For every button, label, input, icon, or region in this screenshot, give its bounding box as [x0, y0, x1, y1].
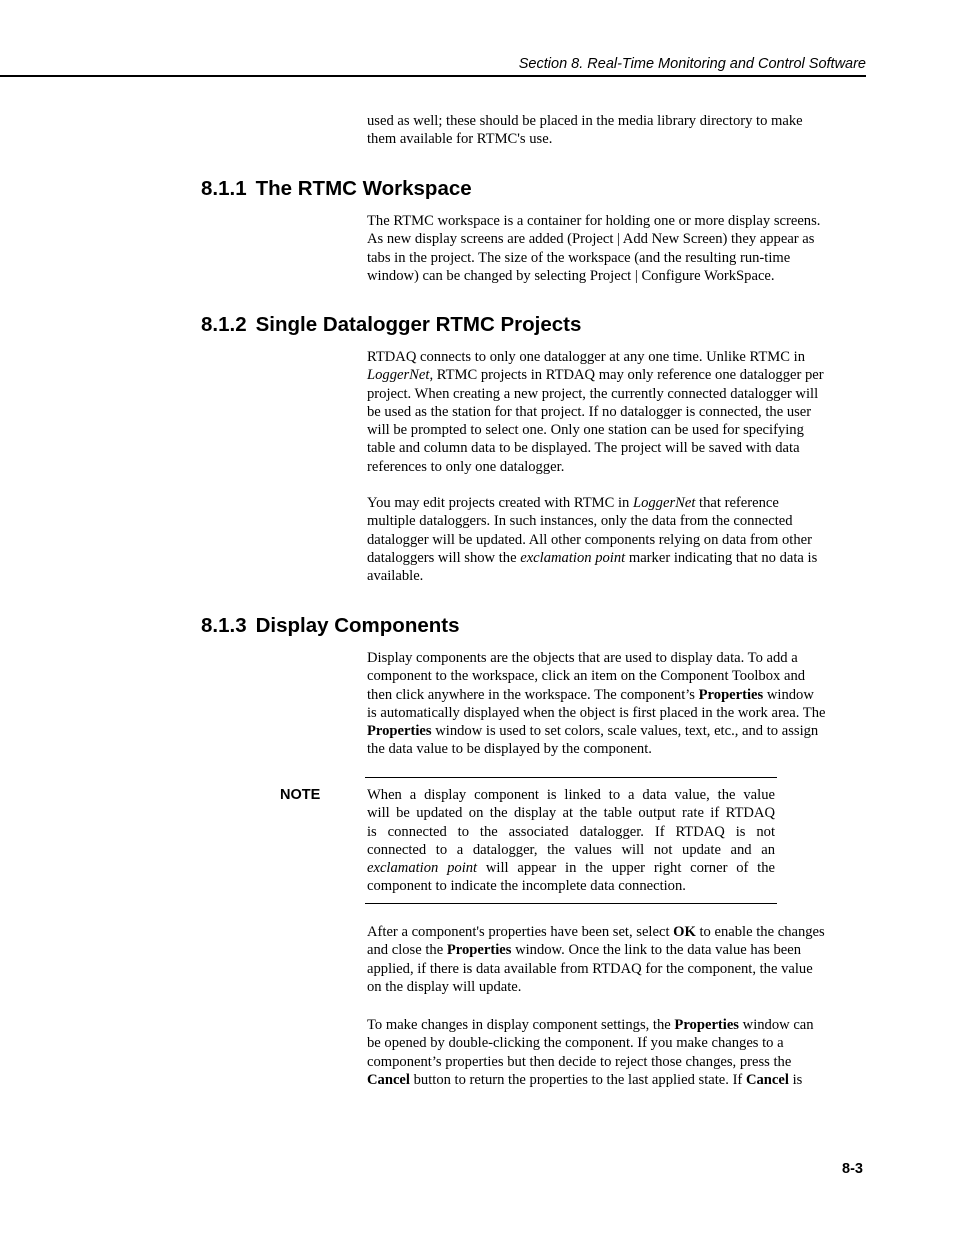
text-run: that reference multiple dataloggers. In such instances, only the data from the connected datalogger will be updated. All other components relying on data from other dataloggers will show the — [367, 495, 812, 566]
section-heading-8-1-3 — [201, 614, 460, 638]
text-run: You may edit projects created with RTMC in — [367, 495, 633, 511]
note-line: connected to a datalogger, the values will not update and an — [367, 841, 775, 858]
note-line: When a display component is linked to a data value, the value — [367, 787, 775, 803]
header-rule — [0, 75, 866, 77]
text-run: is — [788, 1071, 803, 1088]
note-line: component to indicate the incomplete data connection. — [367, 878, 686, 895]
section-heading-8-1-1 — [201, 177, 472, 201]
note-line: is connected to the associated datalogger. If RTDAQ is not — [367, 823, 775, 840]
text-run: marker indicating that no data is available. — [367, 549, 818, 585]
bold-text: Properties — [446, 942, 512, 959]
text-run: window. Once the link to the data value has been applied, if there is data available from RTDAQ for the component, the value on the display will update. — [367, 942, 813, 995]
text-run: Display components are the objects that are used to display data. To add a component to the workspace, click an item on the Component Toolbox and then click anywhere in the workspace. The component’s — [367, 650, 806, 703]
intro-paragraph: used as well; these should be placed in the media library directory to make them available for RTMC's use. — [367, 113, 803, 148]
bold-text: OK — [673, 924, 696, 940]
text-run: button to return the properties to the last applied state. If — [409, 1071, 746, 1088]
single-datalogger-paragraph-1 — [367, 348, 865, 476]
note-line — [367, 859, 775, 877]
bold-text: Properties — [674, 1017, 739, 1033]
text-run: window is used to set colors, scale values, text, etc., and to assign the data value to be displayed by the component. — [367, 723, 819, 758]
text-run: To make changes in display component settings, the — [367, 1017, 675, 1033]
section-number: 8.1.1 — [201, 177, 247, 200]
section-title: The RTMC Workspace — [255, 177, 472, 200]
text-run: will appear in the upper right corner of the — [477, 860, 775, 877]
section-heading-8-1-2 — [201, 313, 581, 337]
note-line: will be updated on the display at the table output rate if RTDAQ — [367, 805, 775, 822]
bold-text: Cancel — [367, 1071, 410, 1088]
text-run: After a component's properties have been set, select — [367, 924, 674, 940]
emphasis-text: exclamation point — [367, 860, 478, 877]
text-run: to enable the changes and close the — [367, 924, 825, 959]
single-datalogger-paragraph-2 — [367, 494, 865, 585]
workspace-paragraph: The RTMC workspace is a container for holding one or more display screens. As new display screens are added (Project | Add New Screen) they appear as tabs in the project. The size of the workspace (and the resulting run-time window) can be changed by selecting Project | Configure WorkSpace. — [367, 213, 821, 284]
emphasis-text: LoggerNet — [632, 495, 696, 511]
emphasis-text: LoggerNet — [367, 367, 430, 384]
running-header: Section 8. Real-Time Monitoring and Control Software — [518, 56, 866, 72]
bold-text: Properties — [698, 686, 764, 703]
display-components-paragraph-1 — [367, 649, 865, 759]
section-number: 8.1.2 — [201, 313, 247, 336]
text-run: window is automatically displayed when the object is first placed in the work area. The — [367, 686, 826, 721]
page-number: 8-3 — [842, 1161, 863, 1177]
display-components-paragraph-2 — [367, 923, 865, 996]
note-label: NOTE — [280, 787, 321, 803]
emphasis-text: exclamation point — [520, 549, 626, 566]
note-text — [367, 786, 775, 896]
section-title: Display Components — [255, 614, 460, 637]
text-run: , RTMC projects in RTDAQ may only reference one datalogger per project. When creating a new project, the currently connected datalogger will be used as the station for that project. If no datalogger is connected, the user will be prompted to select one. Only one station can be used for specifying table and column data to be displayed. The project will be saved with data references to only one datalogger. — [367, 367, 824, 475]
bold-text: Properties — [367, 723, 432, 740]
bold-text: Cancel — [745, 1071, 789, 1088]
display-components-paragraph-3 — [367, 1016, 865, 1089]
section-number: 8.1.3 — [201, 614, 247, 637]
text-run: window can be opened by double-clicking the component. If you make changes to a component’s properties but then decide to reject those changes, press the — [367, 1017, 814, 1070]
section-title: Single Datalogger RTMC Projects — [255, 313, 582, 336]
text-run: RTDAQ connects to only one datalogger at any one time. Unlike RTMC in — [367, 349, 805, 365]
